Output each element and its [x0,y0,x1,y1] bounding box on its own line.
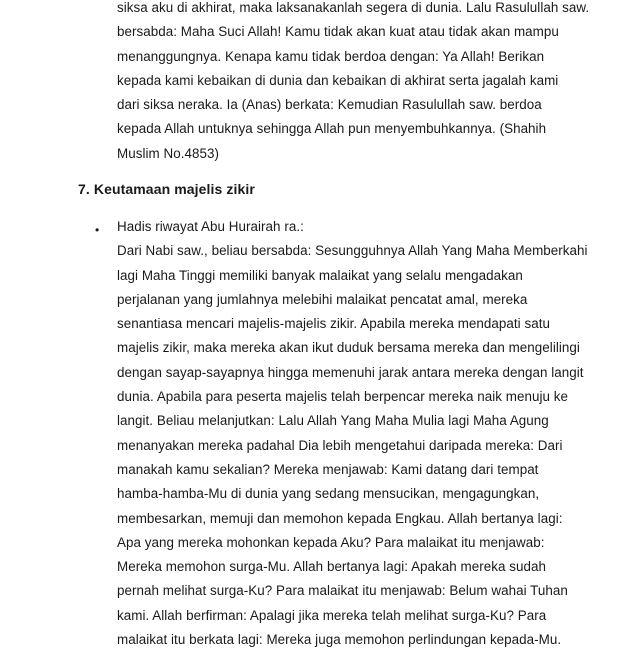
text-line: kami. Allah berfirman: Apalagi jika mereka telah melihat surga-Ku? Para [117,607,547,623]
text-line: menanyakan mereka padahal Dia lebih mengetahui daripada mereka: Dari [117,437,563,453]
bullet-icon: • [95,223,100,237]
text-line: lagi Maha Tinggi memiliki banyak malaikat yang selalu mengadakan [117,267,523,283]
text-line: majelis zikir, maka mereka akan ikut duduk bersama mereka dan mengelilingi [117,340,580,356]
text-line: dengan sayap-sayapnya hingga memenuhi jarak antara mereka dengan langit [117,364,584,380]
text-line: manakah kamu sekalian? Mereka menjawab: Kami datang dari tempat [117,461,539,477]
text-line: siksa aku di akhirat, maka laksanakanlah segera di dunia. Lalu Rasulullah saw. [117,0,590,15]
text-line: bersabda: Maha Suci Allah! Kamu tidak akan kuat atau tidak akan mampu [117,24,559,40]
text-line: menanggungnya. Kenapa kamu tidak berdoa dengan: Ya Allah! Berikan [117,48,545,64]
text-line: senantiasa mencari majelis-majelis zikir. Apabila mereka mendapati satu [117,316,550,332]
text-line: dunia. Apabila para peserta majelis telah berpencar mereka naik menuju ke [117,389,569,405]
text-line: perjalanan yang jumlahnya melebihi malaikat pencatat amal, mereka [117,291,528,307]
text-line: Mereka memohon surga-Mu. Allah bertanya lagi: Apakah mereka sudah [117,559,547,575]
hadith-paragraph [117,215,617,652]
intro-paragraph [117,0,617,166]
text-line: kepada Allah untuknya sehingga Allah pun menyembuhkannya. (Shahih [117,121,547,137]
text-line: dari siksa neraka. Ia (Anas) berkata: Kemudian Rasulullah saw. berdoa [117,97,542,113]
text-line: membesarkan, memuji dan memohon kepada Engkau. Allah bertanya lagi: [117,510,563,526]
text-line: Dari Nabi saw., beliau bersabda: Sesungguhnya Allah Yang Maha Memberkahi [117,243,588,259]
text-line: malaikat itu berkata lagi: Mereka juga memohon perlindungan kepada-Mu. [117,632,562,648]
text-line: Hadis riwayat Abu Hurairah ra.: [117,219,304,234]
text-line: Apa yang mereka mohonkan kepada Aku? Para malaikat itu menjawab: [117,534,545,550]
section-heading: 7. Keutamaan majelis zikir [78,181,255,197]
text-line: langit. Beliau melanjutkan: Lalu Allah Yang Maha Mulia lagi Maha Agung [117,413,549,429]
text-line: Muslim No.4853) [117,145,219,161]
text-line: pernah melihat surga-Ku? Para malaikat itu menjawab: Belum wahai Tuhan [117,583,568,599]
text-line: hamba-hamba-Mu di dunia yang sedang mensucikan, mengagungkan, [117,486,540,502]
text-line: kepada kami kebaikan di dunia dan kebaikan di akhirat serta jagalah kami [117,72,559,88]
